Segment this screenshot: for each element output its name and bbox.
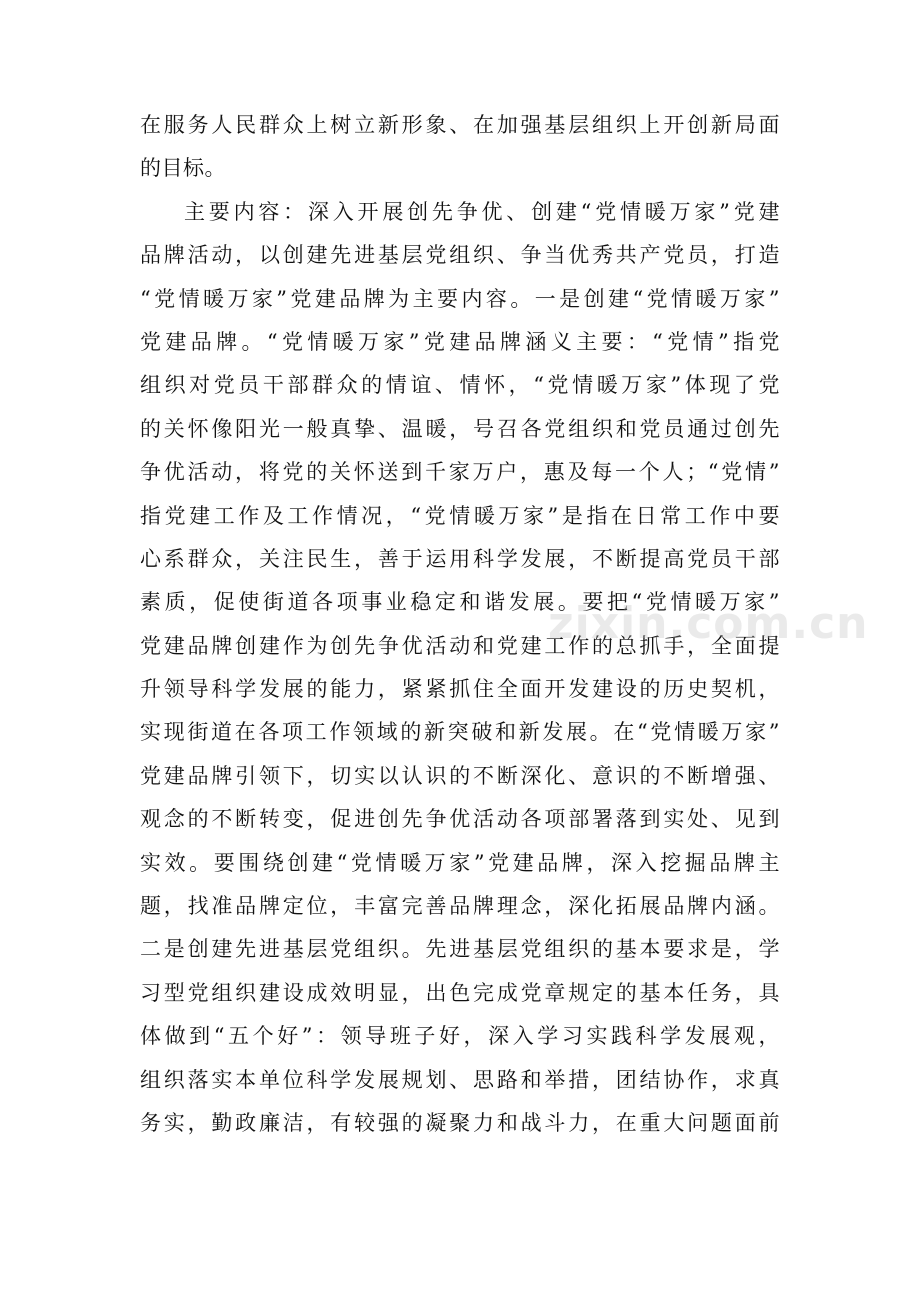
text-line: 党建品牌引领下，切实以认识的不断深化、意识的不断增强、 (140, 763, 780, 788)
text-line: 观念的不断转变，促进创先争优活动各项部署落到实处、见到 (140, 807, 780, 832)
text-line: 的关怀像阳光一般真挚、温暖，号召各党组织和党员通过创先 (140, 416, 780, 441)
text-line: 组织对党员干部群众的情谊、情怀，“党情暖万家”体现了党 (140, 373, 780, 398)
text-line: 的目标。 (140, 156, 226, 181)
text-line: 务实，勤政廉洁，有较强的凝聚力和战斗力，在重大问题面前 (140, 1110, 780, 1135)
text-line: 争优活动，将党的关怀送到千家万户，惠及每一个人；“党情” (140, 460, 780, 485)
watermark: zixin.com.cn (548, 598, 869, 649)
text-line: 体做到“五个好”：领导班子好，深入学习实践科学发展观， (140, 1024, 780, 1049)
text-line: 党建品牌创建作为创先争优活动和党建工作的总抓手，全面提 (140, 633, 780, 658)
text-line: 指党建工作及工作情况，“党情暖万家”是指在日常工作中要 (140, 503, 780, 528)
text-line: 党建品牌。“党情暖万家”党建品牌涵义主要：“党情”指党 (140, 329, 780, 354)
text-line: 主要内容：深入开展创先争优、创建“党情暖万家”党建 (184, 199, 780, 224)
text-line: “党情暖万家”党建品牌为主要内容。一是创建“党情暖万家” (140, 286, 780, 311)
text-line: 在服务人民群众上树立新形象、在加强基层组织上开创新局面 (140, 113, 780, 137)
text-line: 素质，促使街道各项事业稳定和谐发展。要把“党情暖万家” (140, 590, 780, 615)
text-line: 心系群众，关注民生，善于运用科学发展，不断提高党员干部 (140, 546, 780, 571)
text-line: 升领导科学发展的能力，紧紧抓住全面开发建设的历史契机， (140, 677, 780, 702)
text-line: 实效。要围绕创建“党情暖万家”党建品牌，深入挖掘品牌主 (140, 850, 780, 875)
text-line: 习型党组织建设成效明显，出色完成党章规定的基本任务，具 (140, 980, 780, 1005)
text-line: 组织落实本单位科学发展规划、思路和举措，团结协作，求真 (140, 1067, 780, 1092)
document-body (140, 104, 780, 1145)
text-line: 品牌活动，以创建先进基层党组织、争当优秀共产党员，打造 (140, 243, 780, 268)
text-line: 二是创建先进基层党组织。先进基层党组织的基本要求是，学 (140, 937, 780, 962)
text-line: 题，找准品牌定位，丰富完善品牌理念，深化拓展品牌内涵。 (140, 894, 780, 919)
text-line: 实现街道在各项工作领域的新突破和新发展。在“党情暖万家” (140, 720, 780, 745)
